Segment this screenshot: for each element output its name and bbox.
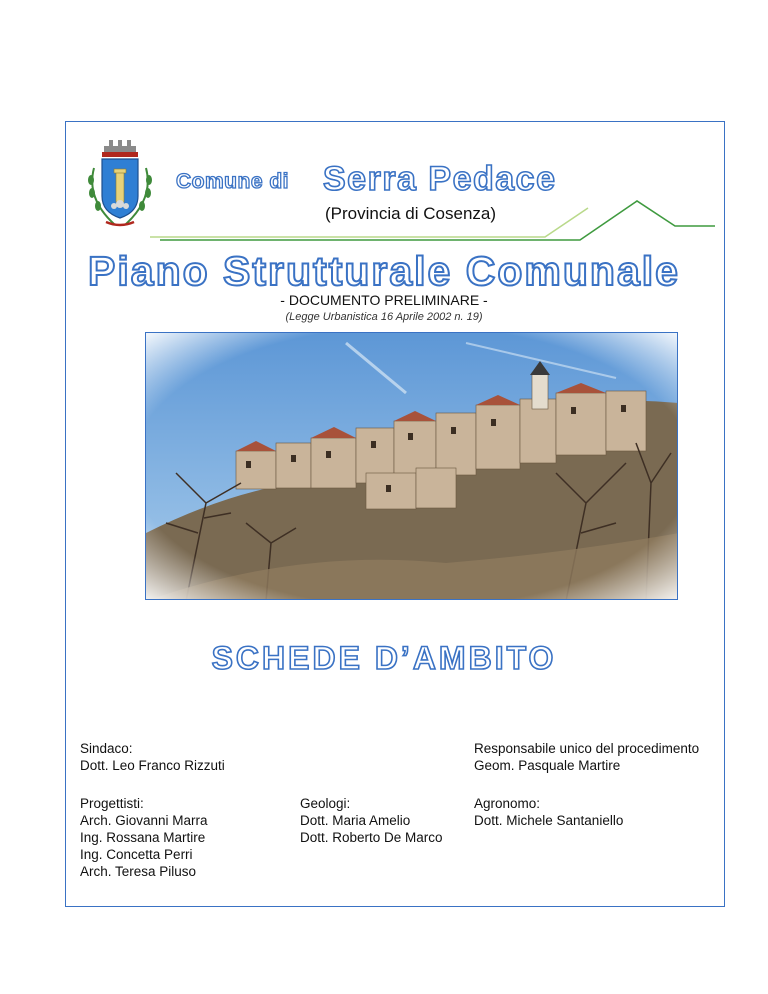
town-coat-of-arms-icon: [80, 138, 160, 230]
mayor-block: [80, 740, 225, 774]
town-name: Serra Pedace: [323, 160, 557, 198]
law-reference: (Legge Urbanistica 16 Aprile 2002 n. 19): [285, 311, 483, 323]
procedure-manager-name: Geom. Pasquale Martire: [474, 758, 621, 773]
designer-name: Ing. Rossana Martire: [80, 830, 206, 845]
agronomist-name: Dott. Michele Santaniello: [474, 813, 624, 828]
town-photo: [145, 332, 678, 600]
hill-town-image: [146, 333, 678, 600]
province-label: (Provincia di Cosenza): [325, 204, 497, 223]
mayor-name: Dott. Leo Franco Rizzuti: [80, 758, 225, 773]
procedure-manager-label: Responsabile unico del procedimento: [474, 741, 700, 756]
designer-name: Ing. Concetta Perri: [80, 847, 193, 862]
main-title: Piano Strutturale Comunale: [88, 248, 680, 294]
document-type: - DOCUMENTO PRELIMINARE -: [280, 292, 488, 308]
designer-name: Arch. Giovanni Marra: [80, 813, 208, 828]
mayor-label: Sindaco:: [80, 741, 133, 756]
section-title: SCHEDE D’AMBITO: [211, 640, 557, 676]
geologists-label: Geologi:: [300, 796, 351, 811]
geologist-name: Dott. Maria Amelio: [300, 813, 411, 828]
designers-block: [80, 795, 208, 880]
geologists-block: [300, 795, 443, 846]
agronomist-block: [474, 795, 623, 829]
designers-label: Progettisti:: [80, 796, 144, 811]
agronomist-label: Agronomo:: [474, 796, 541, 811]
designer-name: Arch. Teresa Piluso: [80, 864, 197, 879]
geologist-name: Dott. Roberto De Marco: [300, 830, 443, 845]
comune-prefix: Comune di: [176, 170, 289, 193]
procedure-manager-block: [474, 740, 699, 774]
